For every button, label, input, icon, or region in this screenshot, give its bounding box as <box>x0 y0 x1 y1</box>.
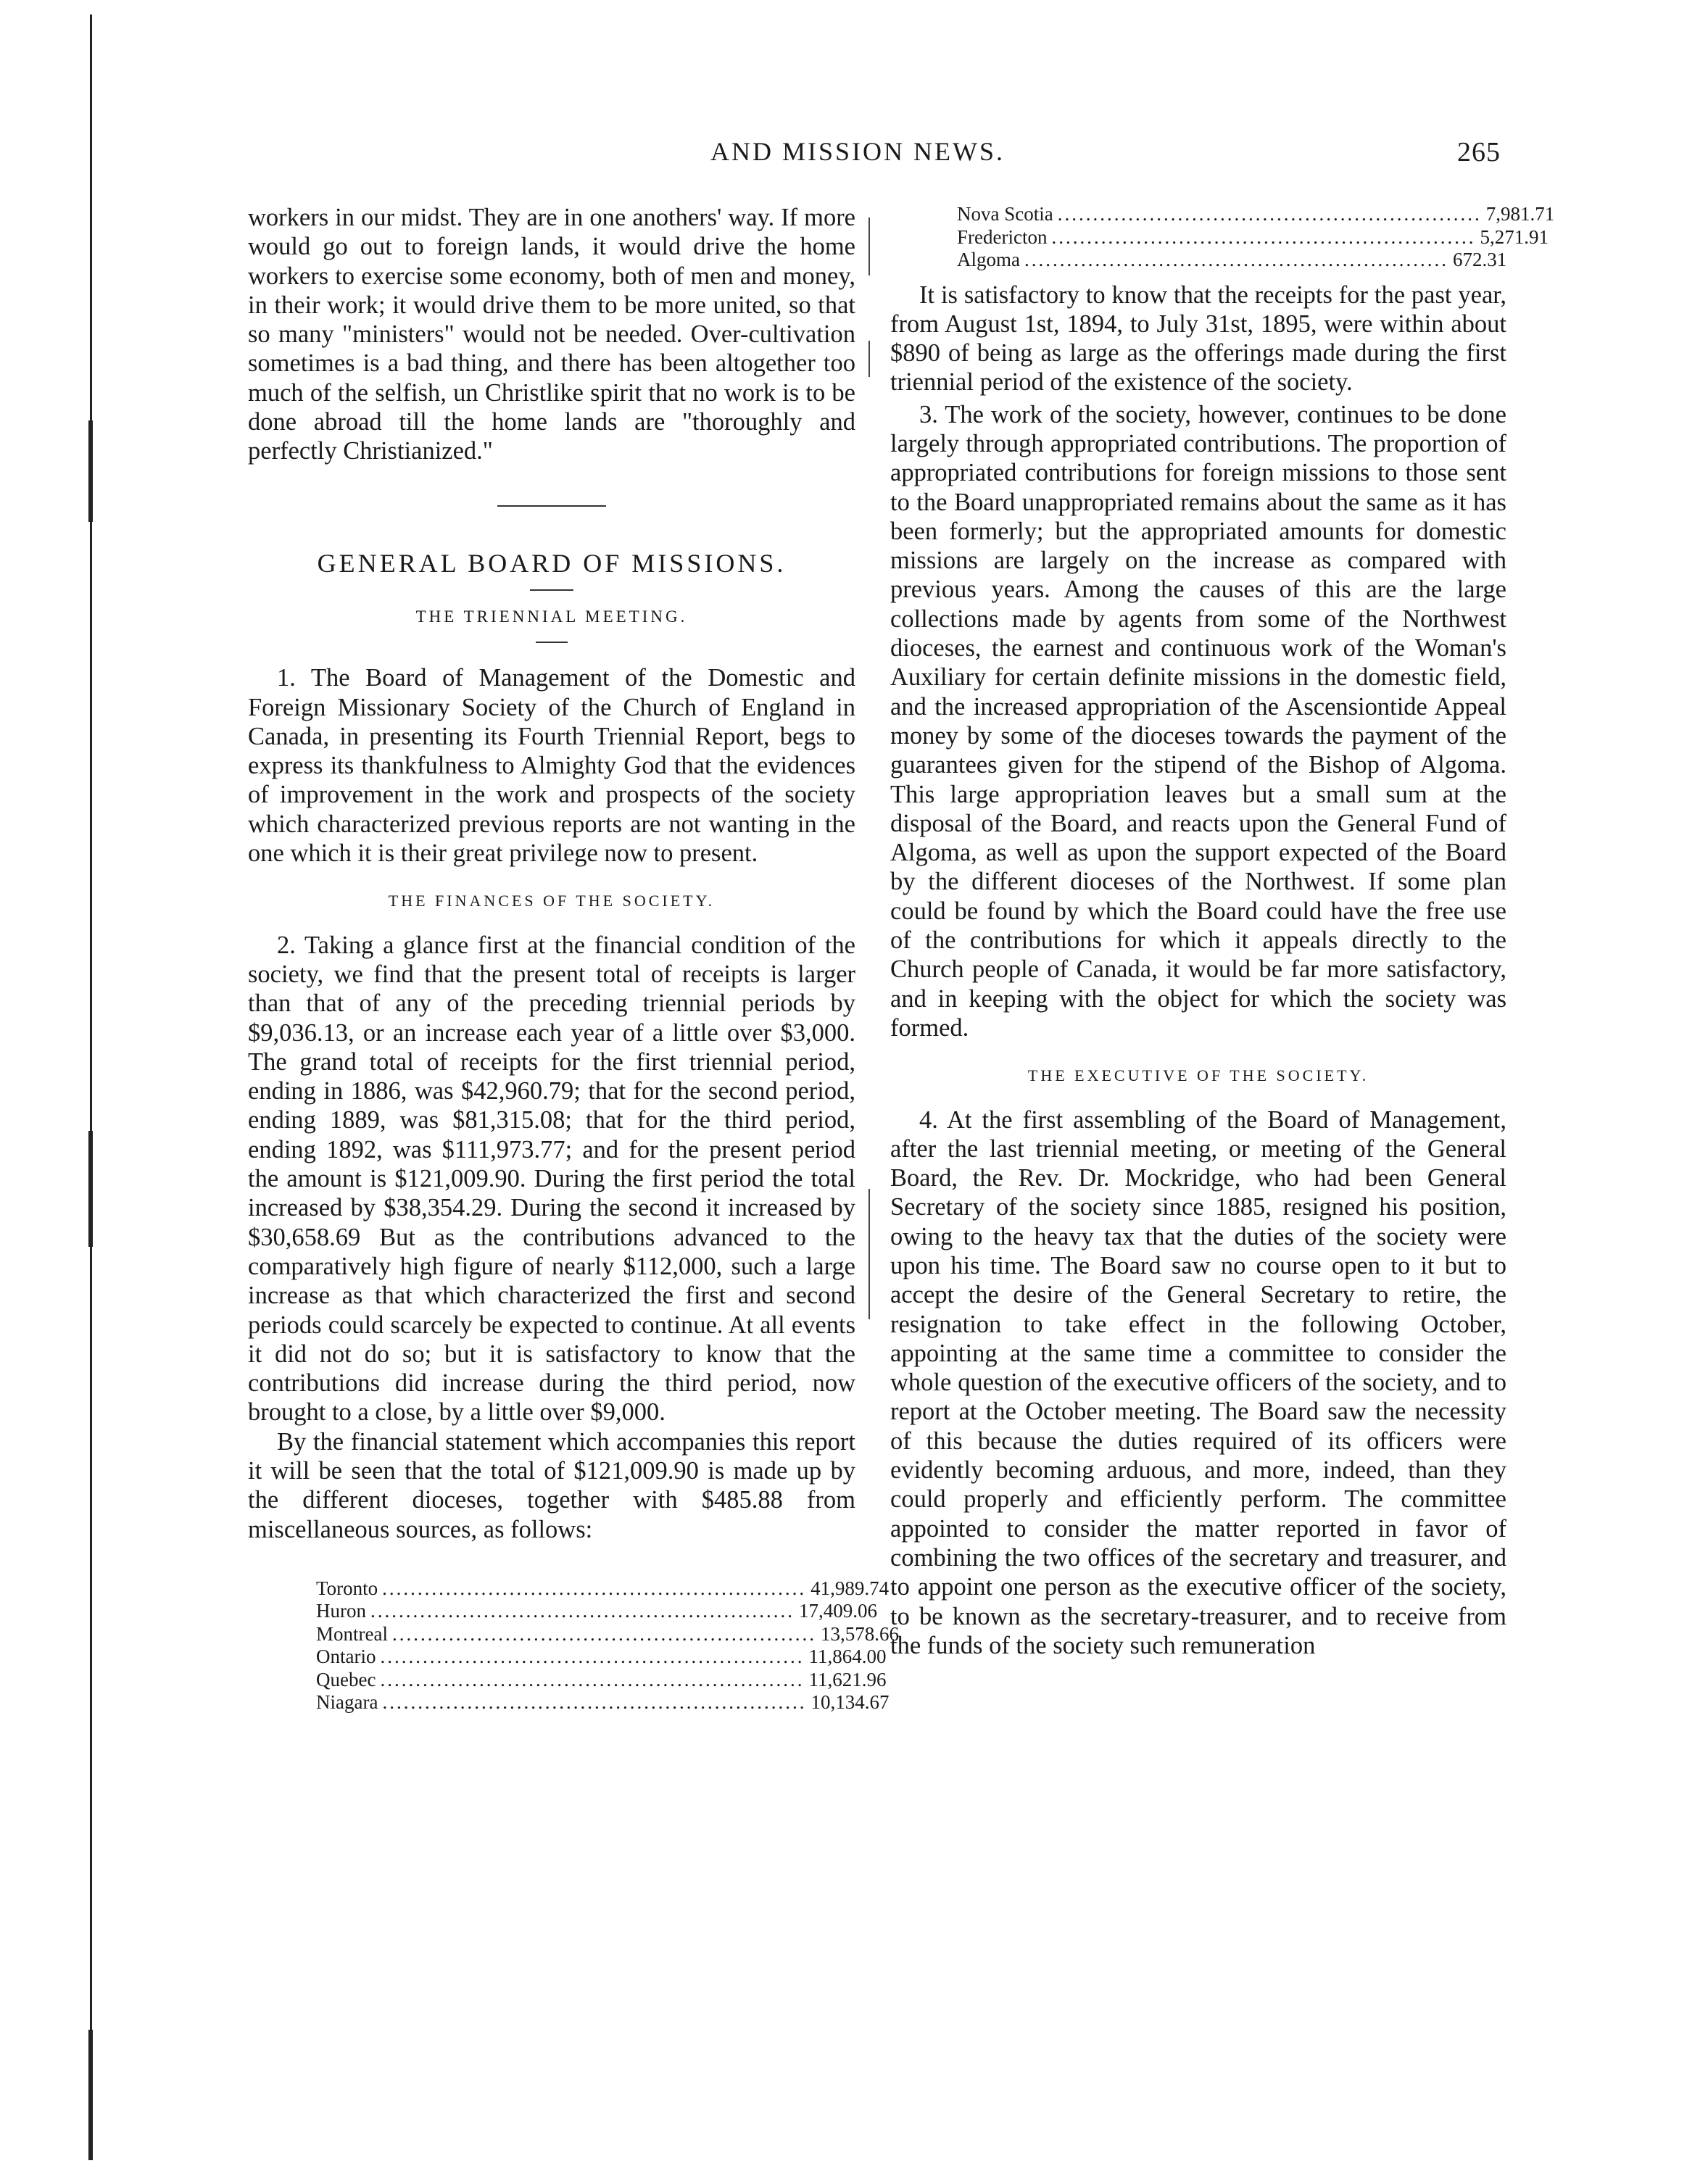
list-item <box>316 1622 899 1646</box>
intro-paragraph: workers in our midst. They are in one anothers' way. If more would go out to foreign lands, it would drive the home workers to exercise some economy, both of men and money, in their work; it would drive them to be more united, so that so many "ministers" would not be needed. Over-cultivation sometimes is a bad thing, and there has been altogether too much of the selfish, un Christlike spirit that no work is to be done abroad till the home lands are "thoroughly and perfectly Christianized." <box>248 204 855 465</box>
executive-heading: THE EXECUTIVE OF THE SOCIETY. <box>1027 1066 1369 1085</box>
diocese-amount: 5,271.91 <box>1480 225 1549 248</box>
receipts-paragraph: It is satisfactory to know that the receipts for the past year, from August 1st, 1894, to July 31st, 1895, were within about $890 of being as large as the offerings made during the first triennial period of the existence of the society. <box>890 281 1506 397</box>
paragraph-1: 1. The Board of Management of the Domestic and Foreign Missionary Society of the Church of England in Canada, in presenting its Fourth Triennial Report, begs to express its thankfulness to Almighty God that the evidences of improvement in the work and prospects of the society which characterized previous reports are not wanting in the one which it is their great privilege now to present. <box>248 664 855 868</box>
diocese-amount: 10,134.67 <box>811 1691 890 1714</box>
diocese-name: Algoma <box>957 249 1020 270</box>
leader-dots: ............................................................ <box>382 1691 807 1714</box>
diocese-name: Huron <box>316 1600 366 1622</box>
diocese-name: Quebec <box>316 1668 376 1690</box>
finances-heading: THE FINANCES OF THE SOCIETY. <box>388 892 716 910</box>
leader-dots: ............................................................ <box>1024 249 1448 270</box>
paragraph-2: 2. Taking a glance first at the financial condition of the society, we find that the present total of receipts is larger than that of any of the preceding triennial periods by $9,036.13, or an increase each year of a little over $3,000. The grand total of receipts for the first triennial period, ending in 1886, was $42,960.79; that for the second period, ending 1889, was $81,315.08; that for the third period, ending 1892, was $111,973.77; and for the present period the amount is $121,009.90. During the first period the total increased by $38,354.29. During the second it increased by $30,658.69 But as the contributions advanced to the comparatively high figure of nearly $112,000, such a large increase as that which characterized the first and second periods could scarcely be expected to continue. At all events it did not do so; but it is satisfactory to know that the contributions did increase during the third period, now brought to a close, by a little over $9,000. <box>248 931 855 1427</box>
leader-dots: ............................................................ <box>1051 225 1476 248</box>
paragraph-3: By the financial statement which accompanies this report it will be seen that the total of $121,009.90 is made up by the different dioceses, together with $485.88 from miscellaneous sources, as follows: <box>248 1427 855 1543</box>
list-item <box>316 1691 890 1714</box>
leader-dots: ............................................................ <box>380 1646 805 1668</box>
section-divider <box>497 505 606 507</box>
gutter-mark <box>868 217 870 275</box>
diocese-name: Montreal <box>316 1622 388 1645</box>
gutter-mark <box>868 1189 870 1319</box>
diocese-name: Toronto <box>316 1577 378 1599</box>
leader-dots: ............................................................ <box>1057 203 1482 225</box>
diocese-amount: 11,621.96 <box>808 1668 887 1690</box>
diocese-name: Nova Scotia <box>957 203 1053 225</box>
diocese-amount: 7,981.71 <box>1485 203 1555 225</box>
diocese-amount: 13,578.66 <box>820 1622 899 1645</box>
diocese-amount: 17,409.06 <box>799 1600 877 1622</box>
short-rule <box>536 642 568 643</box>
leader-dots: ............................................................ <box>391 1622 816 1645</box>
list-item <box>957 203 1555 226</box>
leader-dots: ............................................................ <box>382 1577 807 1599</box>
list-item <box>316 1668 887 1692</box>
list-item <box>316 1646 887 1669</box>
leader-dots: ............................................................ <box>380 1668 805 1690</box>
diocese-amount: 11,864.00 <box>808 1646 887 1668</box>
left-column <box>248 203 899 1714</box>
diocese-amount: 672.31 <box>1453 249 1507 270</box>
paragraph-3-appropriations: 3. The work of the society, however, continues to be done largely through appropriated contributions. The proportion of appropriated contributions for foreign missions to those sent to the Board unappropriated remains about the same as it has been formerly; but the appropriated amounts for domestic missions are largely on the increase as compared with previous years. Among the causes of this are the large collections made by agents from some of the Northwest dioceses, the earnest and continuous work of the Woman's Auxiliary for certain definite missions in the domestic field, and the increased appropriation of the Ascensiontide Appeal money by some of the dioceses towards the payment of the guarantees given for the stipend of the Bishop of Algoma. This large appropriation leaves but a small sum at the disposal of the Board, and reacts upon the General Fund of Algoma, as well as upon the support expected of the Board by the different dioceses of the Northwest. If some plan could be found by which the Board could have the free use of the contributions for which it appeals directly to the Church people of Canada, it would be far more satisfactory, and in keeping with the object for which the society was formed. <box>890 400 1506 1042</box>
gutter-mark <box>868 341 870 377</box>
list-item <box>316 1577 890 1601</box>
binding-edge <box>90 14 94 2160</box>
diocese-name: Fredericton <box>957 225 1048 248</box>
page-number: 265 <box>1457 137 1501 167</box>
list-item <box>957 225 1549 249</box>
section-title: GENERAL BOARD OF MISSIONS. <box>317 548 787 578</box>
paragraph-4: 4. At the first assembling of the Board of Management, after the last triennial meeting, or meeting of the General Board, the Rev. Dr. Mockridge, who had been General Secretary of the society since 1885, resigned his position, owing to the heavy tax that the duties of the society were upon his time. The Board saw no course open to it but to accept the desire of the General Secretary to retire, the resignation to take effect in the following October, appointing at the same time a committee to consider the whole question of the executive officers of the society, and to report at the October meeting. The Board saw the necessity of this because the duties required of its officers were evidently becoming arduous, and more, indeed, than they could properly and efficiently perform. The committee appointed to consider the matter reported in favor of combining the two offices of the secretary and treasurer, and to appoint one person as the executive officer of the society, to be known as the secretary-treasurer, and to receive from the funds of the society such remuneration <box>890 1105 1506 1659</box>
sub-heading: THE TRIENNIAL MEETING. <box>415 607 688 626</box>
diocese-name: Ontario <box>316 1646 376 1668</box>
diocese-name: Niagara <box>316 1691 378 1714</box>
list-item <box>957 249 1507 272</box>
list-item <box>316 1600 877 1623</box>
dioceses-list-right <box>957 203 1555 272</box>
short-rule <box>530 589 573 591</box>
running-head: AND MISSION NEWS. <box>710 137 1006 166</box>
dioceses-list-left <box>316 1577 899 1714</box>
diocese-amount: 41,989.74 <box>811 1577 890 1599</box>
right-column <box>890 203 1555 1660</box>
leader-dots: ............................................................ <box>370 1600 795 1622</box>
